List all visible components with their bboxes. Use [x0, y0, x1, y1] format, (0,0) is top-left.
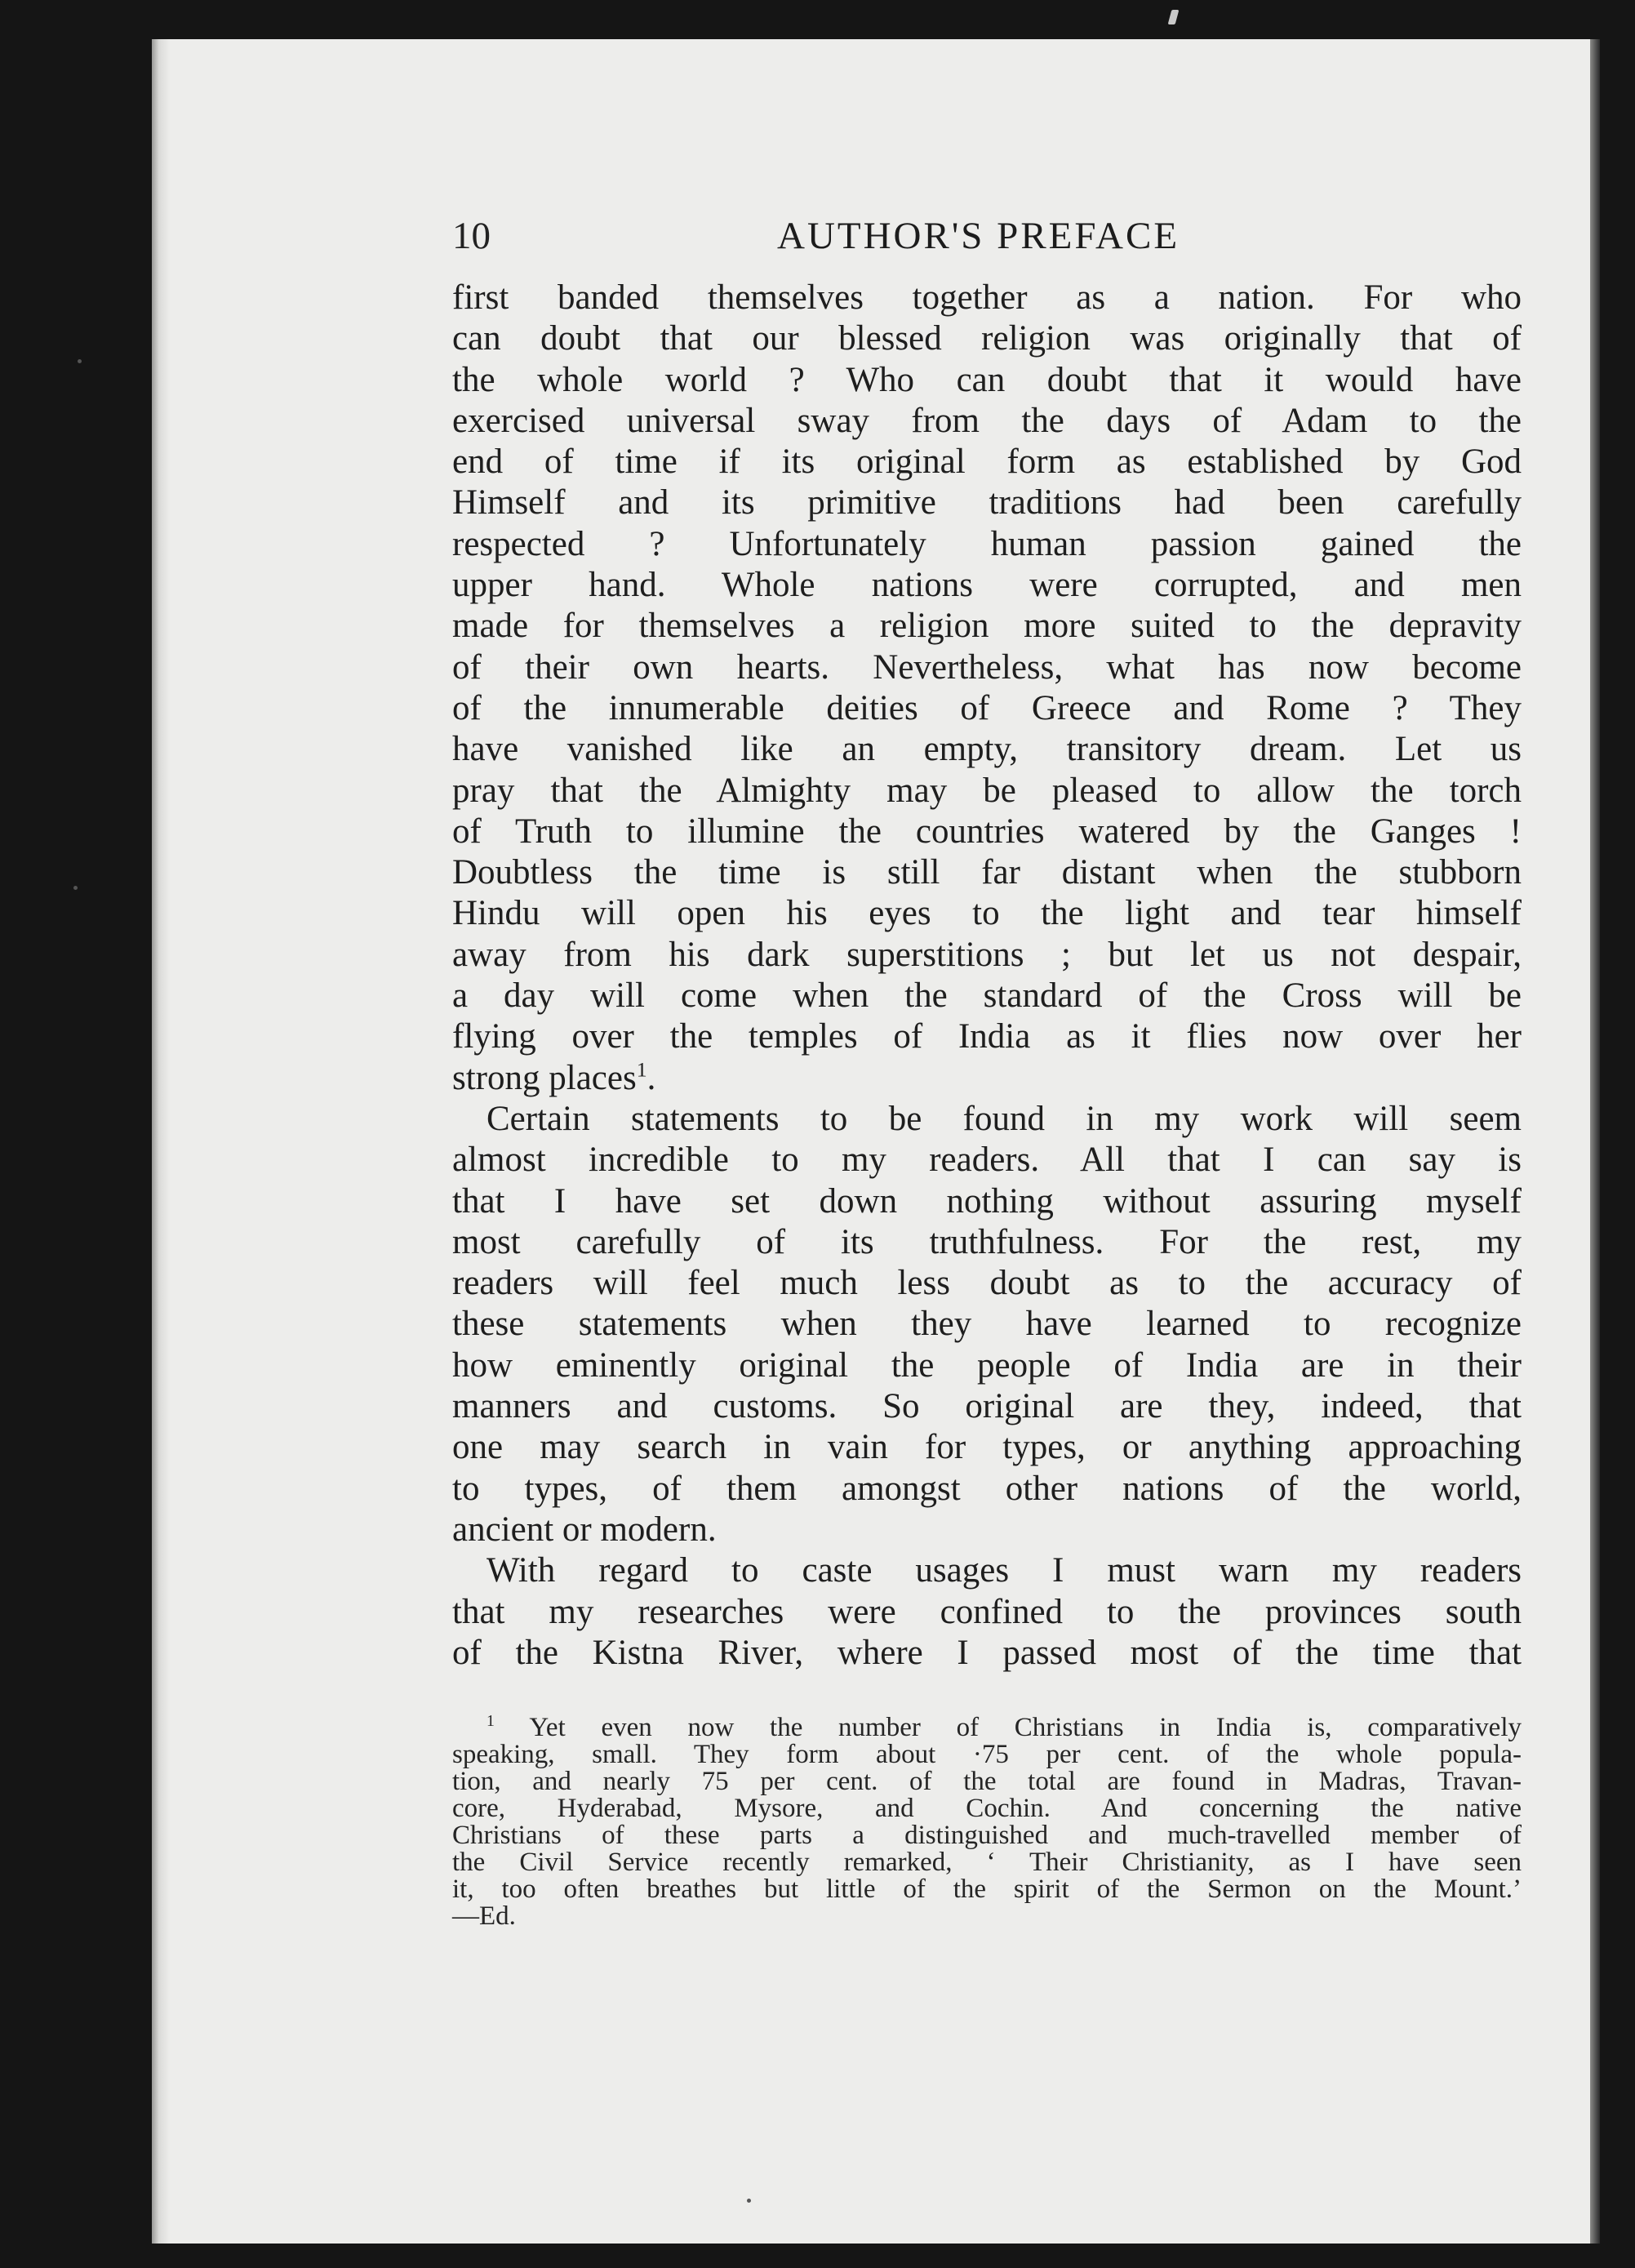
page-number: 10: [452, 215, 491, 257]
text-line: flying over the temples of India as it flies now over her: [452, 1017, 1522, 1056]
text-line: upper hand. Whole nations were corrupted, and men: [452, 566, 1522, 605]
footnote-line: tion, and nearly 75 per cent. of the total are found in Madras, Travan-: [452, 1767, 1522, 1796]
footnote-line: Christians of these parts a distinguished and much-travelled member of: [452, 1821, 1522, 1850]
text-line: strong places: [452, 1058, 637, 1097]
footnote-text: Yet even now the number of Christians in India is, comparatively: [529, 1713, 1522, 1742]
text-line: have vanished like an empty, transitory dream. Let us: [452, 730, 1522, 769]
text-line: a day will come when the standard of the Cross will be: [452, 976, 1522, 1016]
text-line: the whole world ? Who can doubt that it would have: [452, 360, 1522, 399]
text-line: made for themselves a religion more suited to the depravity: [452, 607, 1522, 646]
text-line: of their own hearts. Nevertheless, what has now become: [452, 647, 1522, 687]
footnote-line: the Civil Service recently remarked, ‘ Their Christianity, as I have seen: [452, 1848, 1522, 1877]
footnote-line: core, Hyderabad, Mysore, and Cochin. And concerning the native: [452, 1794, 1522, 1823]
text-line: of the innumerable deities of Greece and Rome ? They: [452, 688, 1522, 727]
text-line: can doubt that our blessed religion was originally that of: [452, 319, 1522, 358]
text-line: end of time if its original form as established by God: [452, 442, 1522, 482]
paragraph-start-line: Certain statements to be found in my work will seem: [487, 1099, 1522, 1138]
text-line: respected ? Unfortunately human passion gained the: [452, 524, 1522, 563]
scan-speck: [747, 2199, 751, 2203]
footnote-reference: 1: [636, 1057, 647, 1082]
page-right-edge: [1590, 39, 1600, 2244]
text-line: pray that the Almighty may be pleased to allow the torch: [452, 771, 1522, 810]
text-line-with-footnote-ref: [452, 1058, 1522, 1099]
page-binding-edge: [152, 39, 170, 2244]
footnote-line: it, too often breathes but little of the spirit of the Sermon on the Mount.’: [452, 1874, 1522, 1904]
sentence-end: .: [646, 1058, 656, 1097]
running-title: AUTHOR'S PREFACE: [777, 215, 1180, 257]
running-head: [452, 214, 1522, 263]
text-line: Doubtless the time is still far distant when the stubborn: [452, 853, 1522, 892]
scan-speck: [73, 886, 78, 890]
text-line: Himself and its primitive traditions had been carefully: [452, 483, 1522, 523]
text-line: most carefully of its truthfulness. For the rest, my: [452, 1222, 1522, 1261]
text-line: of the Kistna River, where I passed most of the time that: [452, 1633, 1522, 1672]
text-line: to types, of them amongst other nations of the world,: [452, 1469, 1522, 1508]
text-line: that my researches were confined to the provinces south: [452, 1592, 1522, 1631]
text-line: Hindu will open his eyes to the light and tear himself: [452, 894, 1522, 933]
text-line: how eminently original the people of India are in their: [452, 1345, 1522, 1385]
footnote-marker: 1: [487, 1712, 495, 1730]
text-line: that I have set down nothing without assuring myself: [452, 1181, 1522, 1221]
body-text: [452, 278, 1522, 1674]
text-line: of Truth to illumine the countries watered by the Ganges !: [452, 812, 1522, 851]
footnote: [452, 1714, 1522, 1930]
text-line: ancient or modern.: [452, 1510, 717, 1549]
paragraph-start-line: With regard to caste usages I must warn my readers: [487, 1551, 1522, 1590]
scan-speck: [1168, 10, 1180, 24]
text-line: exercised universal sway from the days of Adam to the: [452, 401, 1522, 440]
footnote-signature: —Ed.: [452, 1901, 516, 1931]
text-line: first banded themselves together as a nation. For who: [452, 278, 1522, 317]
text-line: these statements when they have learned to recognize: [452, 1305, 1522, 1344]
text-line: almost incredible to my readers. All that I can say is: [452, 1141, 1522, 1180]
scan-speck: [78, 359, 82, 363]
footnote-line: speaking, small. They form about ·75 per cent. of the whole popula-: [452, 1740, 1522, 1769]
text-line: away from his dark superstitions ; but let us not despair,: [452, 935, 1522, 974]
footnote-first-line: [452, 1714, 1522, 1741]
text-line: one may search in vain for types, or anything approaching: [452, 1428, 1522, 1467]
text-line: readers will feel much less doubt as to the accuracy of: [452, 1264, 1522, 1303]
text-line: manners and customs. So original are they, indeed, that: [452, 1387, 1522, 1426]
